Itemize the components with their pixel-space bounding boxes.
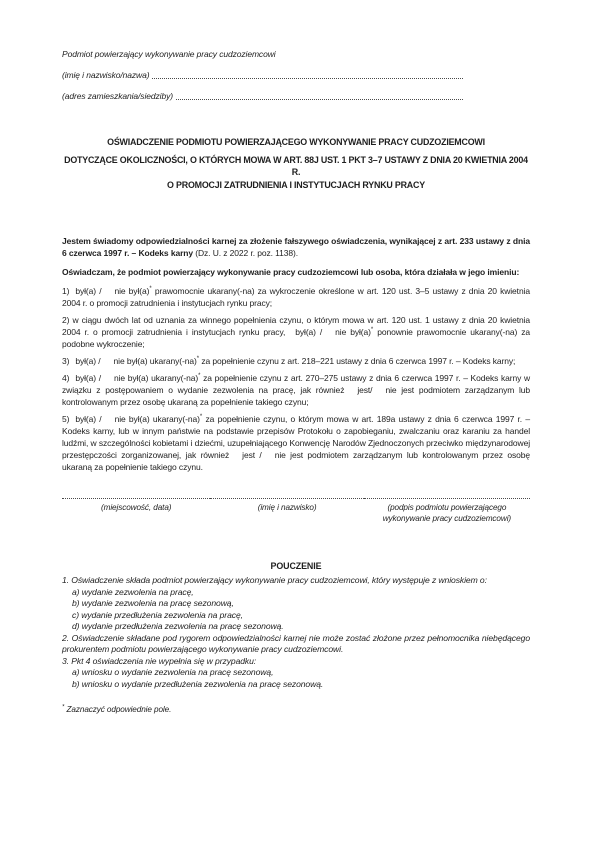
pouczenie-heading: POUCZENIE [270,561,322,571]
item-2-footnote-marker: * [370,327,374,334]
pouczenie-item-3b: b) wniosku o wydanie przedłużenia zezwolenia na pracę sezonową. [72,678,324,689]
signature-place-date-block [62,497,210,524]
declaration-item-1 [62,285,530,309]
pouczenie-item-1b: b) wydanie zezwolenia na pracę sezonową, [72,598,234,608]
item-4-choice-is: jest/ [357,385,373,395]
name-field-label: (imię i nazwisko/nazwa) [62,70,150,80]
pouczenie-item-1: 1. Oświadczenie składa podmiot powierzający wykonywanie pracy cudzoziemcowi, który występuje z wnioskiem o: [62,575,487,585]
document-title [62,136,530,191]
pouczenie-item-1c: c) wydanie przedłużenia zezwolenia na pracę, [72,609,243,620]
item-3-choice-was-not: nie był(a) ukarany(-na) [113,356,197,366]
footnote-asterisk: * [62,704,65,711]
item-5-mid-text: za popełnienie czynu, o którym mowa w art. 189a ustawy z dnia 6 czerwca 1997 r. – Kodeks karny, lub w innym państwie na podstawie przepisów Protokołu o zapobieganiu, zwalczaniu oraz karaniu za handel ludźmi, w szczególności kobietami i dziećmi, uzupełniającego Konwencję Narodów Zjednoczonych przeciwko międzynarodowej przestępczości zorganizowanej, jak również [62,414,530,460]
item-4-text: podmiotem zarządzanym lub kontrolowanym przez osobę ukaraną za popełnienie takiego czynu; [62,385,530,407]
signature-place-date-line [62,497,210,499]
signature-sign-block [364,497,530,524]
item-4-footnote-marker: * [198,373,201,380]
liability-bold-text: Jestem świadomy odpowiedzialności karnej za złożenie fałszywego oświadczenia, wynikającej z art. 233 ustawy z dnia 6 czerwca 1997 r. – Kodeks karny [62,236,530,258]
subject-line: Podmiot powierzający wykonywanie pracy cudzoziemcowi [62,49,276,59]
signature-sign-label: (podpis podmiotu powierzającego wykonywanie pracy cudzoziemcowi) [382,503,512,523]
criminal-liability-statement [62,235,530,259]
title-line-2: DOTYCZĄCE OKOLICZNOŚCI, O KTÓRYCH MOWA W ART. 88J UST. 1 PKT 3–7 USTAWY Z DNIA 20 KWIETNIA 2004 R. [64,154,528,177]
item-5-choice-was-not: nie był(a) ukarany(-na) [114,414,200,424]
item-4-number: 4) [62,373,70,383]
signature-place-date-label: (miejscowość, data) [100,503,172,512]
item-5-text: podmiotem zarządzanym lub kontrolowanym przez osobę ukaraną za popełnienie takiego czynu. [62,450,530,472]
item-5-choice-was: był(a) / [75,414,102,424]
item-1-choice-was: był(a) / [75,286,102,296]
name-field-dotted-line [152,69,463,79]
item-4-choice-is-not: nie jest [385,385,415,395]
address-field-row [62,90,463,102]
title-line-2-3 [62,154,530,192]
address-field-dotted-line [176,90,463,100]
item-3-choice-was: był(a) / [75,356,101,366]
item-4-choice-was: był(a) / [75,373,101,383]
footnote-text: Zaznaczyć odpowiednie pole. [66,705,172,714]
pouczenie-item-1a: a) wydanie zezwolenia na pracę, [72,586,194,597]
declaration-item-4 [62,372,530,408]
employer-header [62,48,530,102]
item-1-text: prawomocnie ukarany(-na) za wykroczenie określone w art. 120 ust. 3–5 ustawy z dnia 20 kwietnia 2004 r. o promocji zatrudnienia i instytucjach rynku pracy; [62,286,530,308]
title-line-1: OŚWIADCZENIE PODMIOTU POWIERZAJĄCEGO WYKONYWANIE PRACY CUDZOZIEMCOWI [107,137,485,147]
liability-reference-text: (Dz. U. z 2022 r. poz. 1138). [193,248,299,258]
pouczenie-item-2: 2. Oświadczenie składane pod rygorem odpowiedzialności karnej nie może zostać złożone przez pełnomocnika niebędącego prokurentem podmiotu powierzającego wykonywanie pracy cudzoziemcowi. [62,632,530,654]
signature-name-label: (imię i nazwisko) [257,503,317,512]
signature-name-line [210,497,363,499]
item-5-footnote-marker: * [199,414,203,421]
pouczenie-item-3: 3. Pkt 4 oświadczenia nie wypełnia się w przypadku: [62,655,257,666]
signature-section [62,497,530,524]
declaration-item-3 [62,355,530,367]
item-2-choice-was-not: nie był(a) [335,327,371,337]
item-1-number: 1) [62,286,70,296]
pouczenie-list [62,575,530,690]
pouczenie-item-3a: a) wniosku o wydanie zezwolenia na pracę sezonową, [72,667,274,677]
item-5-choice-is: jest / [242,450,262,460]
item-2-number: 2) [62,315,70,325]
pouczenie-item-1d: d) wydanie przedłużenia zezwolenia na pracę sezonową. [72,621,284,631]
signature-sign-line [364,497,530,499]
item-2-lead-text: w ciągu dwóch lat od uznania za winnego popełnienia czynu, o którym mowa w art. 120 ust. 1 ustawy z dnia 20 kwietnia 2004 r. o promocji zatrudnienia i instytucjach rynku pracy, [62,315,531,337]
item-2-text: ponownie prawomocnie ukarany(-na) za podobne wykroczenie; [62,327,531,349]
title-line-3: O PROMOCJI ZATRUDNIENIA I INSTYTUCJACH RYNKU PRACY [167,179,425,190]
item-3-footnote-marker: * [196,356,200,363]
item-3-number: 3) [62,356,70,366]
declaration-intro: Oświadczam, że podmiot powierzający wykonywanie pracy cudzoziemcowi lub osoba, która działała w jego imieniu: [62,267,520,277]
item-1-footnote-marker: * [149,286,152,293]
pouczenie-section [62,560,530,690]
declaration-item-5 [62,413,530,473]
item-4-mid-text: za popełnienie czynu z art. 270–275 ustawy z dnia 6 czerwca 1997 r. – Kodeks karny w związku z postępowaniem o wydanie zezwolenia na pracę, jak również [62,373,531,395]
item-5-choice-is-not: nie jest [274,450,303,460]
name-field-row [62,69,463,81]
item-4-choice-was-not: nie był(a) ukarany(-na) [113,373,199,383]
item-1-choice-was-not: nie był(a) [114,286,150,296]
item-5-number: 5) [62,414,70,424]
item-3-text: za popełnienie czynu z art. 218–221 ustawy z dnia 6 czerwca 1997 r. – Kodeks karny; [201,356,516,366]
signature-name-block [210,497,363,524]
footnote [62,704,530,716]
declaration-item-2 [62,314,530,350]
item-2-choice-was: był(a) / [295,327,323,337]
address-field-label: (adres zamieszkania/siedziby) [62,91,173,101]
